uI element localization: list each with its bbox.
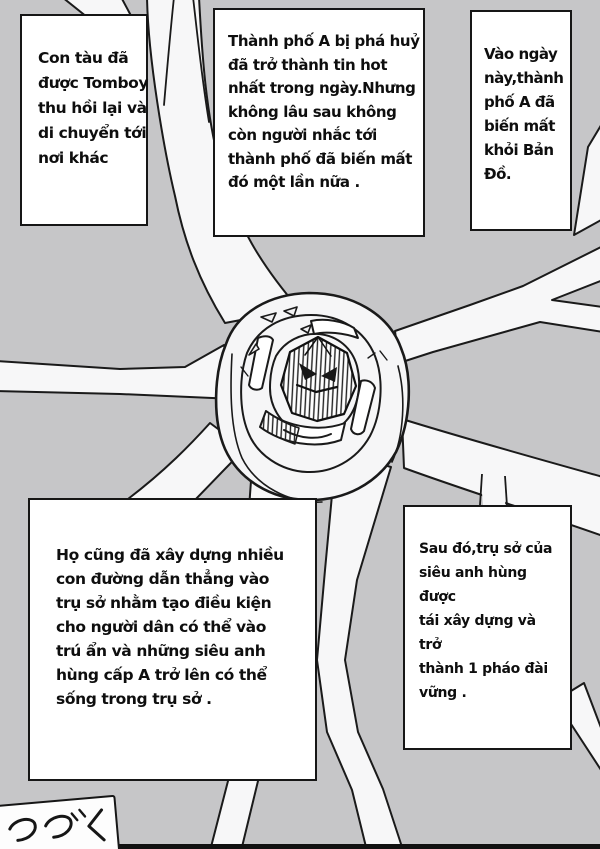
caption-line: trụ sở nhằm tạo điều kiện [56,594,272,612]
caption-line: đó một lần nữa . [228,173,360,191]
caption-line: đã trở thành tin hot [228,55,388,74]
caption-line: trú ẩn và những siêu anh [56,642,266,660]
caption-line: hùng cấp A trở lên có thể [56,666,267,684]
road-top-right-fragment [574,122,600,235]
caption-line: nơi khác [38,149,109,167]
caption-line: thành phố đã biến mất [228,149,413,168]
caption-line: phố A đã [484,93,555,111]
caption-box-top-left [20,14,148,226]
caption-line: được [419,589,456,605]
caption-line: trở [419,637,442,653]
caption-line: còn người nhắc tới [228,126,377,144]
kana-dzu [45,815,72,837]
caption-line: biến mất [484,117,555,135]
caption-line: Họ cũng đã xây dựng nhiều [56,546,284,564]
caption-line: con đường dẫn thẳng vào [56,570,269,588]
road-upper-right-fork [395,246,600,363]
road-stub-to-hq-box [480,470,507,506]
caption-line: thu hồi lại và [38,99,147,117]
caption-line: vững . [419,685,467,701]
caption-box-top-center [213,8,425,237]
road-bottom-right-corner [571,683,600,773]
to-be-continued-box [0,795,120,849]
caption-box-bottom-left [28,498,317,781]
caption-line: được Tomboy [38,74,149,92]
caption-line: Sau đó,trụ sở của [419,541,553,557]
caption-box-bottom-right [403,505,572,750]
caption-line: cho người dân có thể vào [56,618,266,636]
caption-line: siêu anh hùng [419,565,527,581]
caption-line: nhất trong ngày.Nhưng [228,79,416,97]
caption-line: Thành phố A bị phá huỷ [228,32,420,50]
caption-line: di chuyển tới [38,124,147,142]
caption-box-top-right [470,10,572,231]
caption-line: Vào ngày [484,45,558,63]
caption-line: không lâu sau không [228,102,397,121]
road-bottom-right [317,452,402,847]
caption-line: Con tàu đã [38,49,129,67]
headquarters-sketch [216,293,409,502]
road-left [0,345,235,399]
caption-line: tái xây dựng và [419,613,536,629]
caption-line: khỏi Bản [484,141,554,159]
kana-ku [88,810,105,841]
caption-line: Đồ. [484,165,512,183]
kana-dakuten [71,809,85,820]
caption-line: này,thành [484,69,564,87]
kana-tsu [9,819,36,841]
caption-line: thành 1 pháo đài [419,661,548,677]
tsuzuku-handwriting [1,805,114,849]
caption-line: sống trong trụ sở . [56,690,212,708]
